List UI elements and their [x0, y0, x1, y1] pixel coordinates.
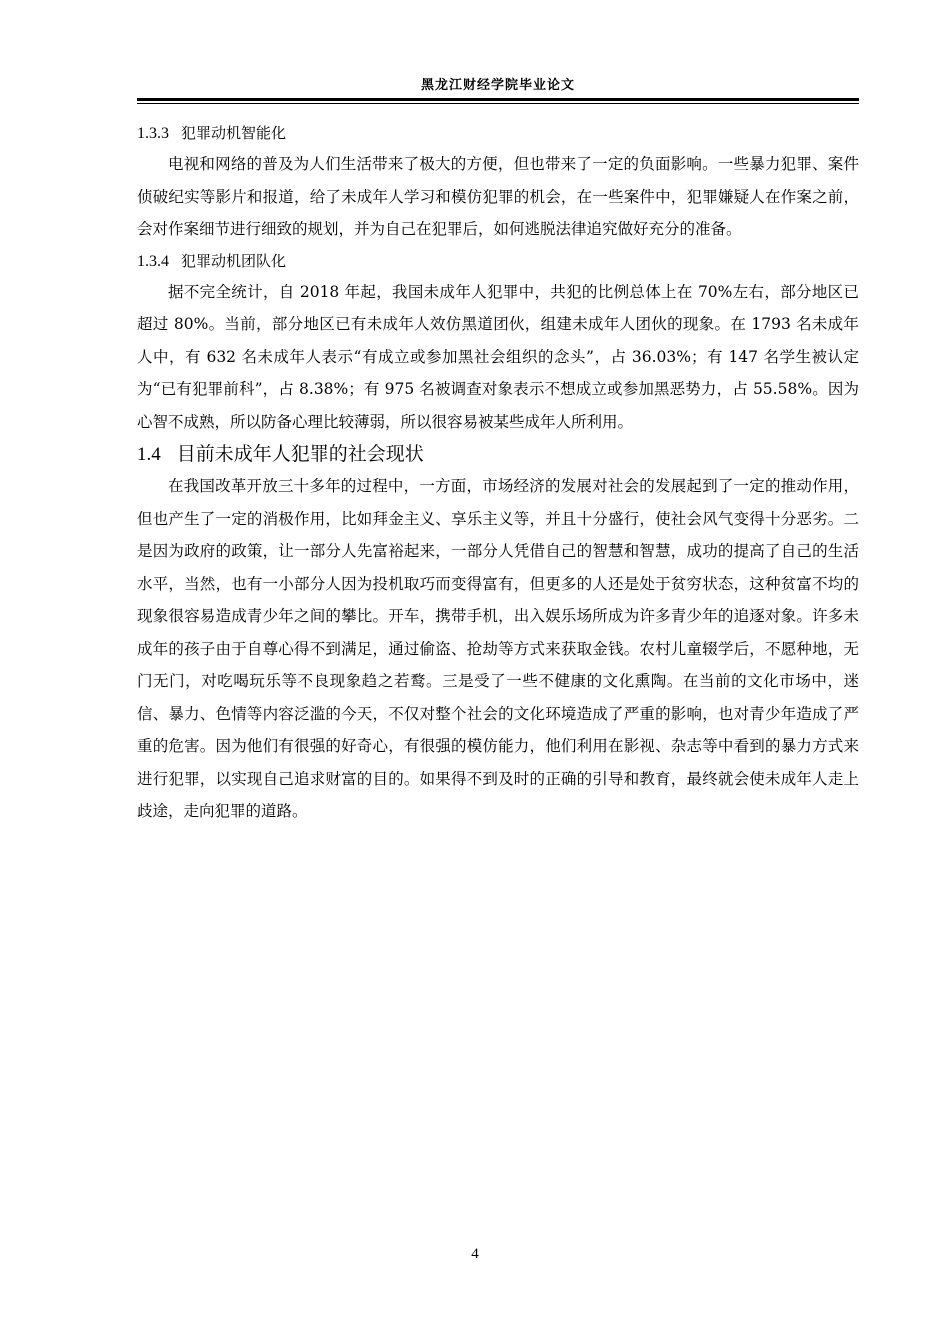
page-body [137, 118, 859, 828]
heading-title: 犯罪动机智能化 [181, 124, 287, 142]
page-header-title: 黑龙江财经学院毕业论文 [420, 78, 575, 93]
header-rule-thick [137, 98, 859, 101]
heading-number: 1.3.3 [137, 125, 169, 142]
paragraph-1-3-4: 据不完全统计，自 2018 年起，我国未成年人犯罪中，共犯的比例总体上在 70%左右，部分地区已超过 80%。当前，部分地区已有未成年人效仿黑道团伙，组建未成年人团伙的现象。在 1793 名未成年人中，有 632 名未成年人表示“有成立或参加黑社会组织的念头”，占 36.03%；有 147 名学生被认定为“已有犯罪前科”，占 8.38%；有 975 名被调查对象表示不想成立或参加黑恶势力，占 55.58%。因为心智不成熟，所以防备心理比较薄弱，所以很容易被某些成年人所利用。 [137, 282, 859, 431]
heading-1-3-4 [137, 246, 859, 276]
heading-number: 1.3.4 [137, 252, 169, 270]
page-number: 4 [471, 1246, 479, 1262]
paragraph-1-3-3: 电视和网络的普及为人们生活带来了极大的方便，但也带来了一定的负面影响。一些暴力犯罪、案件侦破纪实等影片和报道，给了未成年人学习和模仿犯罪的机会，在一些案件中，犯罪嫌疑人在作案之前，会对作案细节进行细致的规划，并为自己在犯罪后，如何逃脱法律追究做好充分的准备。 [137, 155, 859, 238]
heading-1-3-3 [137, 118, 859, 148]
paragraph-1-4: 在我国改革开放三十多年的过程中，一方面，市场经济的发展对社会的发展起到了一定的推动作用，但也产生了一定的消极作用，比如拜金主义、享乐主义等，并且十分盛行，使社会风气变得十分恶劣。二是因为政府的政策，让一部分人先富裕起来，一部分人凭借自己的智慧和智慧，成功的提高了自己的生活水平，当然，也有一小部分人因为投机取巧而变得富有，但更多的人还是处于贫穷状态，这种贫富不均的现象很容易造成青少年之间的攀比。开车，携带手机，出入娱乐场所成为许多青少年的追逐对象。许多未成年的孩子由于自尊心得不到满足，通过偷盗、抢劫等方式来获取金钱。农村儿童辍学后，不愿种地，无门无门，对吃喝玩乐等不良现象趋之若鹜。三是受了一些不健康的文化熏陶。在当前的文化市场中，迷信、暴力、色情等内容泛滥的今天，不仅对整个社会的文化环境造成了严重的影响，也对青少年造成了严重的危害。因为他们有很强的好奇心，有很强的模仿能力，他们利用在影视、杂志等中看到的暴力方式来进行犯罪，以实现自己追求财富的目的。如果得不到及时的正确的引导和教育，最终就会使未成年人走上歧途，走向犯罪的道路。 [137, 477, 859, 820]
heading-number: 1.4 [137, 444, 161, 465]
heading-1-4 [137, 438, 859, 470]
header-rule-thin [137, 103, 859, 104]
heading-title: 目前未成年人犯罪的社会现状 [176, 443, 424, 465]
heading-title: 犯罪动机团队化 [181, 251, 287, 270]
